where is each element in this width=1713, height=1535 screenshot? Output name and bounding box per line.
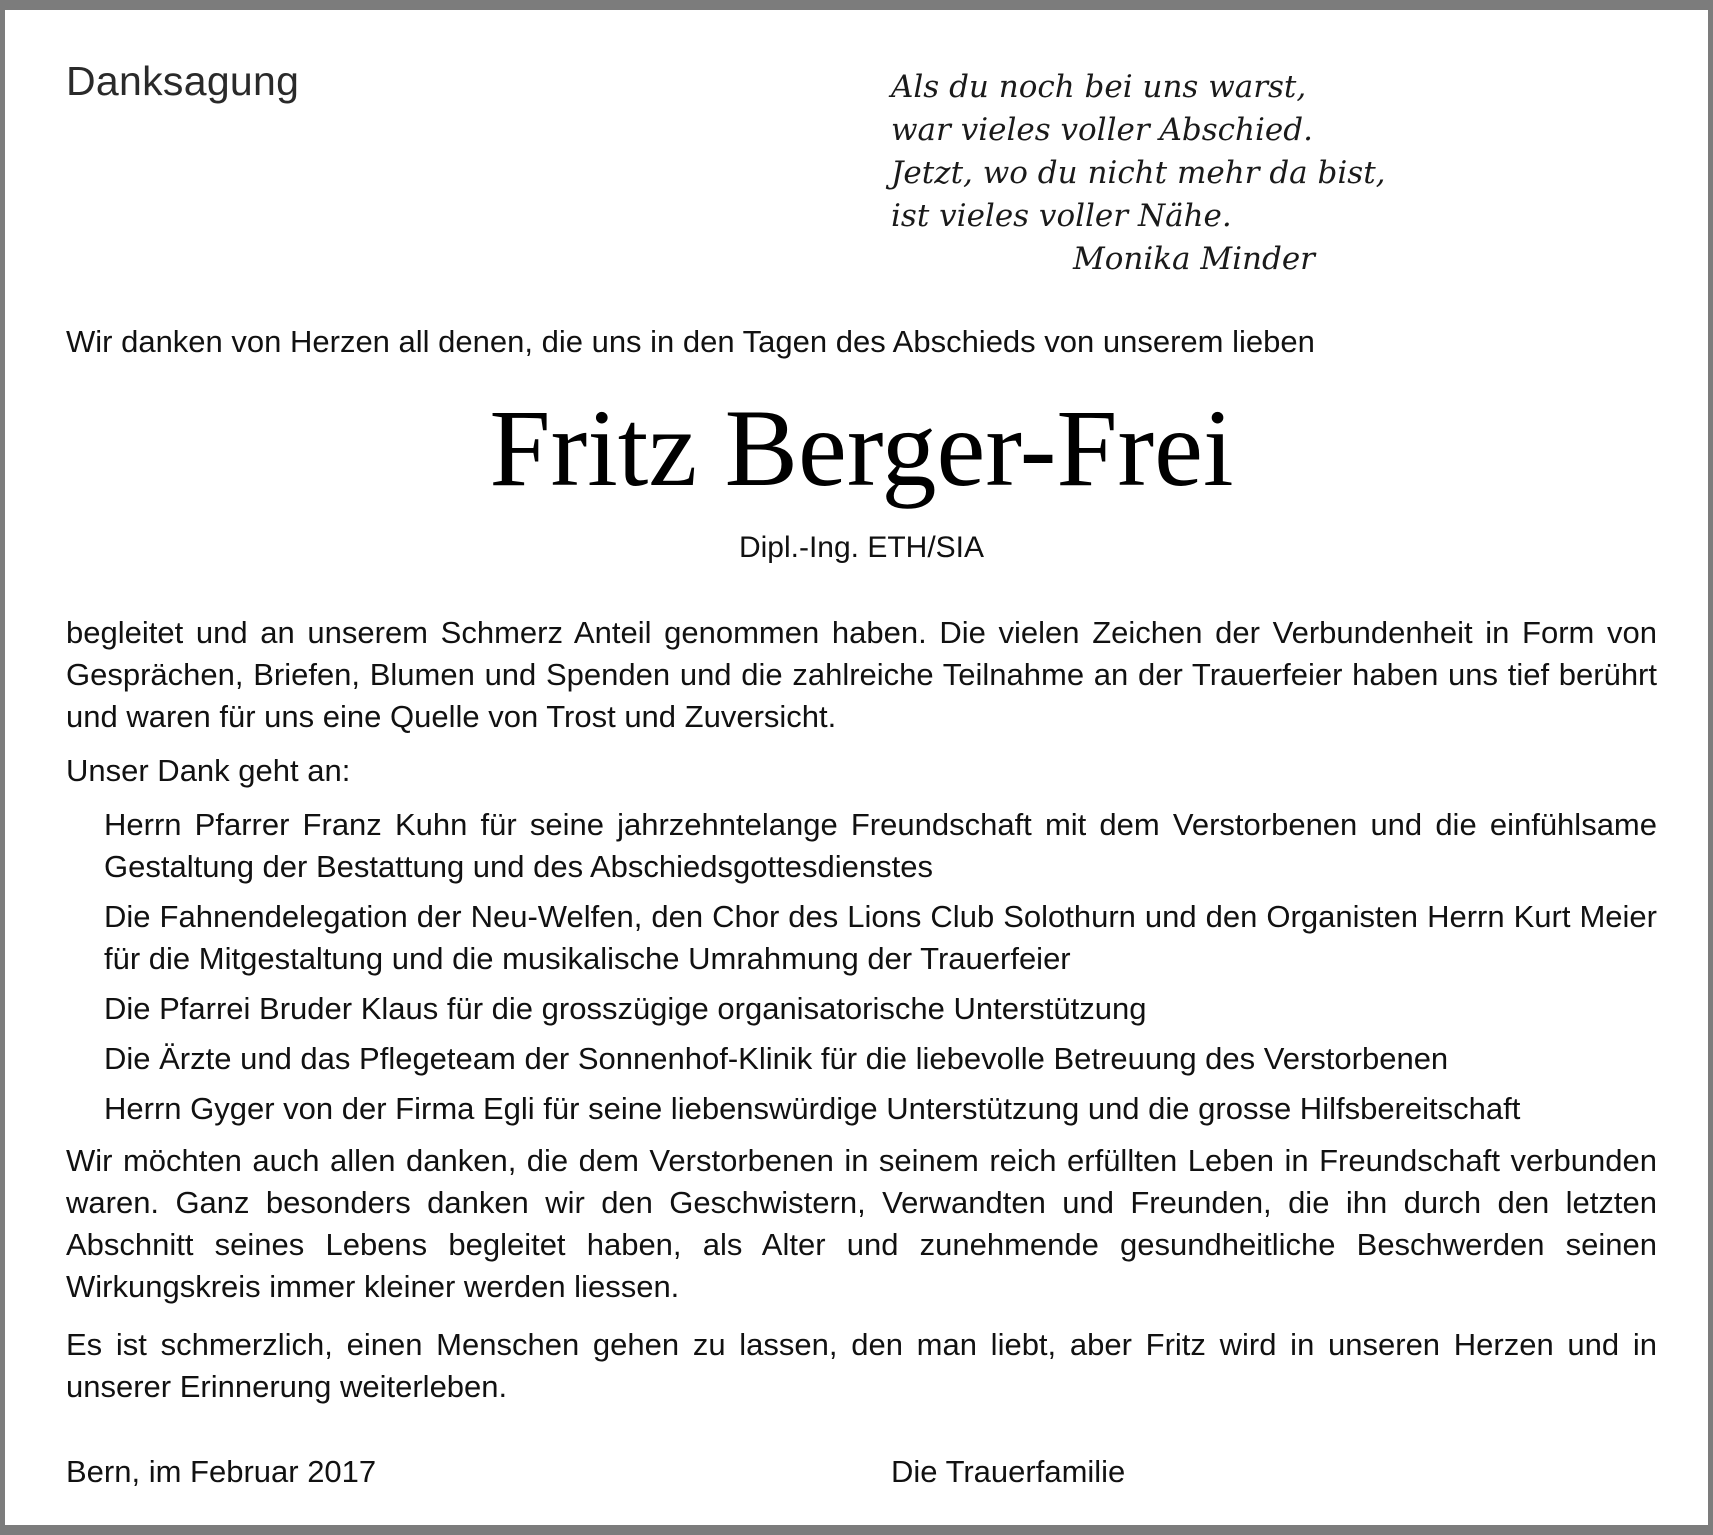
paragraph-closing: Es ist schmerzlich, einen Menschen gehen zu lassen, den man liebt, aber Fritz wird in unseren Herzen und in unserer Erinnerung weiterleben. xyxy=(66,1327,1657,1404)
poem-line: Als du noch bei uns warst, xyxy=(891,69,1307,105)
thanks-item: Herrn Pfarrer Franz Kuhn für seine jahrzehntelange Freundschaft mit dem Verstorbenen und die einfühlsame Gestaltung der Bestattung und des Abschiedsgottesdienstes xyxy=(104,807,1657,884)
poem-line: ist vieles voller Nähe. xyxy=(891,198,1232,234)
paragraph-condolence: begleitet und an unserem Schmerz Anteil genommen haben. Die vielen Zeichen der Verbundenheit in Form von Gesprächen, Briefen, Blumen und Spenden und die zahlreiche Teilnahme an der Trauerfeier haben uns tief berührt und waren für uns eine Quelle von Trost und Zuversicht. xyxy=(66,615,1657,734)
thanks-item: Die Fahnendelegation der Neu-Welfen, den Chor des Lions Club Solothurn und den Organisten Herrn Kurt Meier für die Mitgestaltung und die musikalische Umrahmung der Trauerfeier xyxy=(104,899,1657,976)
poem-line: Jetzt, wo du nicht mehr da bist, xyxy=(891,155,1386,191)
notice-heading: Danksagung xyxy=(66,58,300,104)
thanks-item: Herrn Gyger von der Firma Egli für seine liebenswürdige Unterstützung und die grosse Hilfsbereitschaft xyxy=(104,1091,1521,1126)
signature: Die Trauerfamilie xyxy=(891,1454,1126,1489)
thanks-item: Die Ärzte und das Pflegeteam der Sonnenhof-Klinik für die liebevolle Betreuung des Verstorbenen xyxy=(104,1041,1449,1076)
thanks-label: Unser Dank geht an: xyxy=(66,753,351,788)
deceased-title: Dipl.-Ing. ETH/SIA xyxy=(738,531,985,564)
poem-author: Monika Minder xyxy=(1072,241,1315,277)
intro-text: Wir danken von Herzen all denen, die uns in den Tagen des Abschieds von unserem lieben xyxy=(66,324,1315,359)
deceased-name: Fritz Berger-Frei xyxy=(489,387,1234,509)
paragraph-friends: Wir möchten auch allen danken, die dem Verstorbenen in seinem reich erfüllten Leben in Freundschaft verbunden waren. Ganz besonders danken wir den Geschwistern, Verwandten und Freunden, die ihn durch den letzten Abschnitt seines Lebens begleitet haben, als Alter und zunehmende gesundheitliche Beschwerden seinen Wirkungskreis immer kleiner werden liessen. xyxy=(66,1143,1657,1304)
place-date: Bern, im Februar 2017 xyxy=(66,1454,377,1489)
poem-line: war vieles voller Abschied. xyxy=(891,112,1313,148)
thanks-item: Die Pfarrei Bruder Klaus für die grosszügige organisatorische Unterstützung xyxy=(104,991,1147,1026)
thanks-list xyxy=(104,804,1657,1138)
poem-block xyxy=(891,66,1386,281)
